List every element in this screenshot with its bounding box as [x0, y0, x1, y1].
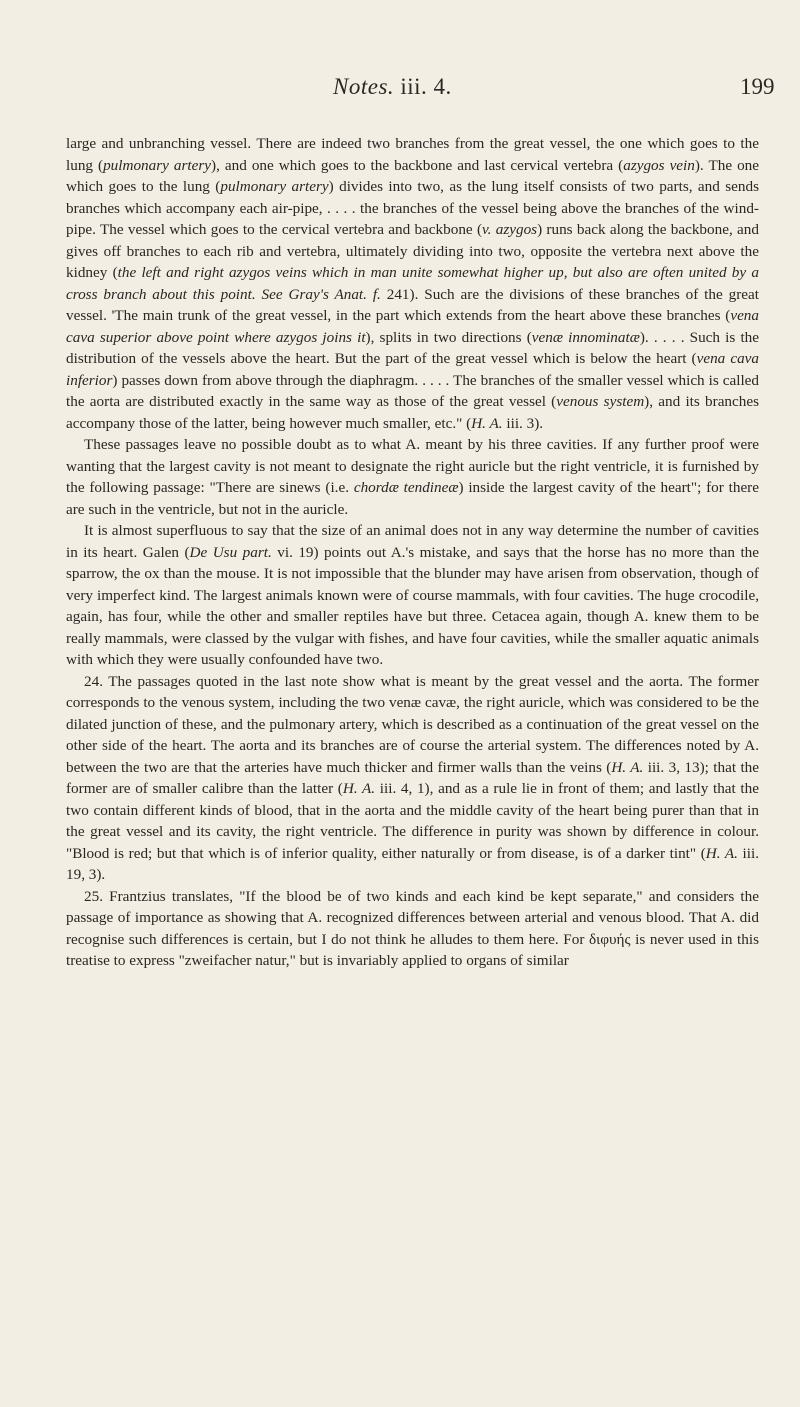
italic-run: azygos vein: [623, 156, 695, 174]
italic-run: venous system: [556, 393, 645, 410]
text-run: 241). Such are the divisions of these branches of the great vessel. 'The main trunk of the great vessel, in the part which extends from the heart above these branches (: [66, 285, 759, 324]
running-head-title-text: Notes.: [333, 74, 395, 99]
text-run: iii. 3, 13); that the former are of smaller calibre than the latter (: [66, 758, 760, 797]
paragraph: [66, 434, 759, 520]
text-run: It is almost superfluous to say that the size of an animal does not in any way determine the number of cavities in its heart. Galen (: [66, 522, 759, 561]
italic-run: v. azygos: [482, 221, 538, 238]
text-run: 25. Frantzius translates, "If the blood be of two kinds and each kind be kept separate," and considers the passage of importance as showing that A. recognized differences between arterial and venous blood. That A. did recognise such differences is certain, but I do not think he alludes to them here. For διφυής is never used in this treatise to express "zweifacher natur," but is invariably applied to organs of similar: [66, 887, 759, 969]
italic-run: H. A.: [471, 414, 503, 432]
text-run: ), and its branches accompany those of the latter, being however much smaller, etc." (: [66, 393, 760, 432]
italic-run: pulmonary artery: [220, 178, 329, 195]
paragraph: [66, 671, 759, 886]
italic-run: venæ innominatæ: [531, 328, 640, 346]
italic-run: H. A.: [611, 758, 644, 776]
paragraph: [66, 886, 759, 972]
running-head: [0, 64, 800, 104]
italic-run: H. A.: [705, 844, 738, 862]
italic-run: pulmonary artery: [103, 156, 212, 174]
text-run: ). The one which goes to the lung (: [66, 156, 760, 195]
italic-run: the left and right azygos veins which in man unite somewhat higher up, but also are often united by a cross branch about this point. See Gray's Anat. f.: [66, 264, 759, 303]
text-run: large and unbranching vessel. There are indeed two branches from the great vessel, the one which goes to the lung (: [66, 135, 759, 174]
text-run: ) inside the largest cavity of the heart"; for there are such in the ventricle, but not in the auricle.: [66, 479, 759, 518]
text-run: These passages leave no possible doubt as to what A. meant by his three cavities. If any further proof were wanting that the largest cavity is not meant to designate the right auricle but the right ventricle, it is furnished by the following passage: "There are sinews (i.e.: [66, 436, 759, 496]
italic-run: vena cava inferior: [66, 350, 759, 389]
text-run: ). . . . . Such is the distribution of the vessels above the heart. But the part of the great vessel which is below the heart (: [66, 328, 759, 367]
text-run: ) runs back along the backbone, and gives off branches to each rib and vertebra, ultimately dividing into two, opposite the vertebra next above the kidney (: [66, 221, 759, 281]
text-run: ), and one which goes to the backbone and last cervical vertebra (: [211, 156, 624, 174]
text-run: ) passes down from above through the diaphragm. . . . . The branches of the smaller vessel which is called the aorta are distributed exactly in the same way as those of the great vessel (: [66, 371, 759, 410]
italic-run: De Usu part.: [189, 543, 272, 561]
text-run: 24. The passages quoted in the last note show what is meant by the great vessel and the aorta. The former corresponds to the venous system, including the two venæ cavæ, the right auricle, which was considered to be the dilated junction of these, and the pulmonary artery, which is described as a continuation of the great vessel on the other side of the heart. The aorta and its branches are of course the arterial system. The differences noted by A. between the two are that the arteries have much thicker and firmer walls than the veins (: [66, 672, 759, 776]
text-run: ) divides into two, as the lung itself consists of two parts, and sends branches which accompany each air-pipe, . . . . the branches of the vessel being above the branches of the wind-pipe. The vessel which goes to the cervical vertebra and backbone (: [66, 178, 759, 238]
paragraph: [66, 133, 759, 434]
running-head-title: [333, 74, 452, 100]
text-run: iii. 4, 1), and as a rule lie in front of them; and lastly that the two contain different kinds of blood, that in the aorta and the middle cavity of the heart being purer than that in the great vessel and its cavity, the right ventricle. The difference in purity was shown by difference in colour. "Blood is red; but that which is of inferior quality, either naturally or from disease, is of a darker tint" (: [66, 780, 759, 862]
running-head-section: iii. 4.: [394, 74, 452, 99]
body-text: [66, 133, 759, 972]
italic-run: vena cava superior above point where azygos joins it: [66, 307, 759, 346]
page-number: 199: [740, 74, 775, 99]
text-run: iii. 19, 3).: [66, 844, 759, 883]
paragraph: [66, 520, 759, 671]
text-run: vi. 19) points out A.'s mistake, and says that the horse has no more than the sparrow, the ox than the mouse. It is not impossible that the blunder may have arisen from observation, though of very imperfect kind. The largest animals known were of course mammals, with four cavities. The huge crocodile, again, has four, while the other and smaller reptiles have but three. Cetacea again, though A. knew them to be really mammals, were classed by the vulgar with fishes, and have four cavities, while the smaller aquatic animals with which they were usually confounded have two.: [66, 543, 759, 668]
italic-run: H. A.: [342, 780, 376, 797]
text-run: iii. 3).: [502, 414, 544, 432]
italic-run: chordæ tendineæ: [353, 479, 459, 496]
text-run: ), splits in two directions (: [365, 328, 532, 346]
